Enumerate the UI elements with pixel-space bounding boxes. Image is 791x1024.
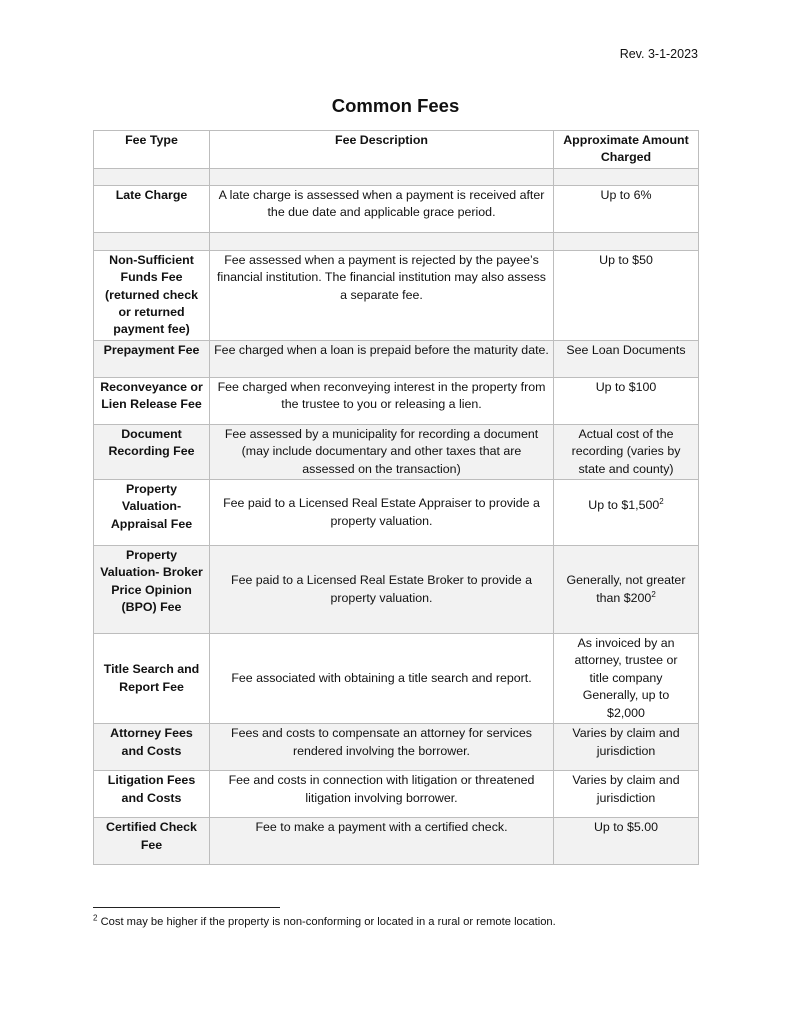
- revision-date: Rev. 3-1-2023: [619, 47, 698, 61]
- fee-description-cell: Fee assessed by a municipality for recording a document (may include documentary and other taxes that are assessed on the transaction): [210, 424, 554, 479]
- page-title: Common Fees: [331, 95, 460, 116]
- fee-amount-cell: As invoiced by an attorney, trustee or title company Generally, up to $2,000: [554, 634, 699, 724]
- fee-amount-cell: Up to $100: [554, 377, 699, 424]
- fee-amount-cell: Up to 6%: [554, 185, 699, 232]
- fee-description-cell: Fee to make a payment with a certified check.: [210, 818, 554, 865]
- fee-amount-cell: Varies by claim and jurisdiction: [554, 771, 699, 818]
- fee-type-cell: Attorney Fees and Costs: [94, 724, 210, 771]
- footnote: [93, 913, 713, 928]
- header-fee-type: Fee Type: [94, 131, 210, 169]
- fee-description-cell: Fee paid to a Licensed Real Estate Broker to provide a property valuation.: [210, 546, 554, 634]
- table-row: [94, 634, 699, 724]
- fee-amount-cell: Up to $5.00: [554, 818, 699, 865]
- fee-amount-cell: Varies by claim and jurisdiction: [554, 724, 699, 771]
- fee-description-cell: Fee paid to a Licensed Real Estate Appraiser to provide a property valuation.: [210, 480, 554, 546]
- table-row: [94, 771, 699, 818]
- header-fee-description: Fee Description: [210, 131, 554, 169]
- fee-description-cell: Fee and costs in connection with litigation or threatened litigation involving borrower.: [210, 771, 554, 818]
- fee-description-cell: Fee charged when a loan is prepaid before the maturity date.: [210, 340, 554, 377]
- fee-amount-text: Up to $1,500: [588, 498, 660, 513]
- fee-amount-cell: Up to $50: [554, 250, 699, 340]
- fee-type-cell: Prepayment Fee: [94, 340, 210, 377]
- table-row: [94, 546, 699, 634]
- footnote-divider: [93, 907, 280, 908]
- fee-description-cell: Fee associated with obtaining a title search and report.: [210, 634, 554, 724]
- table-row: [94, 250, 699, 340]
- fee-type-cell: Document Recording Fee: [94, 424, 210, 479]
- fee-description-cell: Fees and costs to compensate an attorney for services rendered involving the borrower.: [210, 724, 554, 771]
- footnote-ref: 2: [651, 589, 656, 599]
- table-row: [94, 480, 699, 546]
- fee-type-cell: Property Valuation- Broker Price Opinion (BPO) Fee: [94, 546, 210, 634]
- footnote-ref: 2: [659, 496, 664, 506]
- table-row: [94, 377, 699, 424]
- fee-type-cell: Certified Check Fee: [94, 818, 210, 865]
- fee-description-cell: Fee assessed when a payment is rejected by the payee’s financial institution. The financial institution may also assess a separate fee.: [210, 250, 554, 340]
- fee-type-cell: Late Charge: [94, 185, 210, 232]
- spacer-row: [94, 232, 699, 250]
- table-header-row: [94, 131, 699, 169]
- footnote-text: Cost may be higher if the property is non-conforming or located in a rural or remote location.: [100, 916, 556, 928]
- table-row: [94, 818, 699, 865]
- table-row: [94, 185, 699, 232]
- fee-description-cell: Fee charged when reconveying interest in the property from the trustee to you or releasing a lien.: [210, 377, 554, 424]
- fee-type-cell: Reconveyance or Lien Release Fee: [94, 377, 210, 424]
- fee-amount-cell: [554, 546, 699, 634]
- fee-type-cell: Non-Sufficient Funds Fee (returned check or returned payment fee): [94, 250, 210, 340]
- table-row: [94, 340, 699, 377]
- fee-amount-cell: Actual cost of the recording (varies by state and county): [554, 424, 699, 479]
- fee-type-cell: Litigation Fees and Costs: [94, 771, 210, 818]
- fee-type-cell: Title Search and Report Fee: [94, 634, 210, 724]
- fee-type-cell: Property Valuation- Appraisal Fee: [94, 480, 210, 546]
- footnote-number: 2: [93, 913, 98, 923]
- header-amount: Approximate Amount Charged: [554, 131, 699, 169]
- table-row: [94, 424, 699, 479]
- fee-description-cell: A late charge is assessed when a payment is received after the due date and applicable grace period.: [210, 185, 554, 232]
- fee-amount-text: Generally, not greater than $200: [566, 573, 686, 605]
- fee-amount-cell: See Loan Documents: [554, 340, 699, 377]
- table-row: [94, 724, 699, 771]
- fee-amount-cell: [554, 480, 699, 546]
- fees-table: [93, 130, 699, 865]
- spacer-row: [94, 168, 699, 185]
